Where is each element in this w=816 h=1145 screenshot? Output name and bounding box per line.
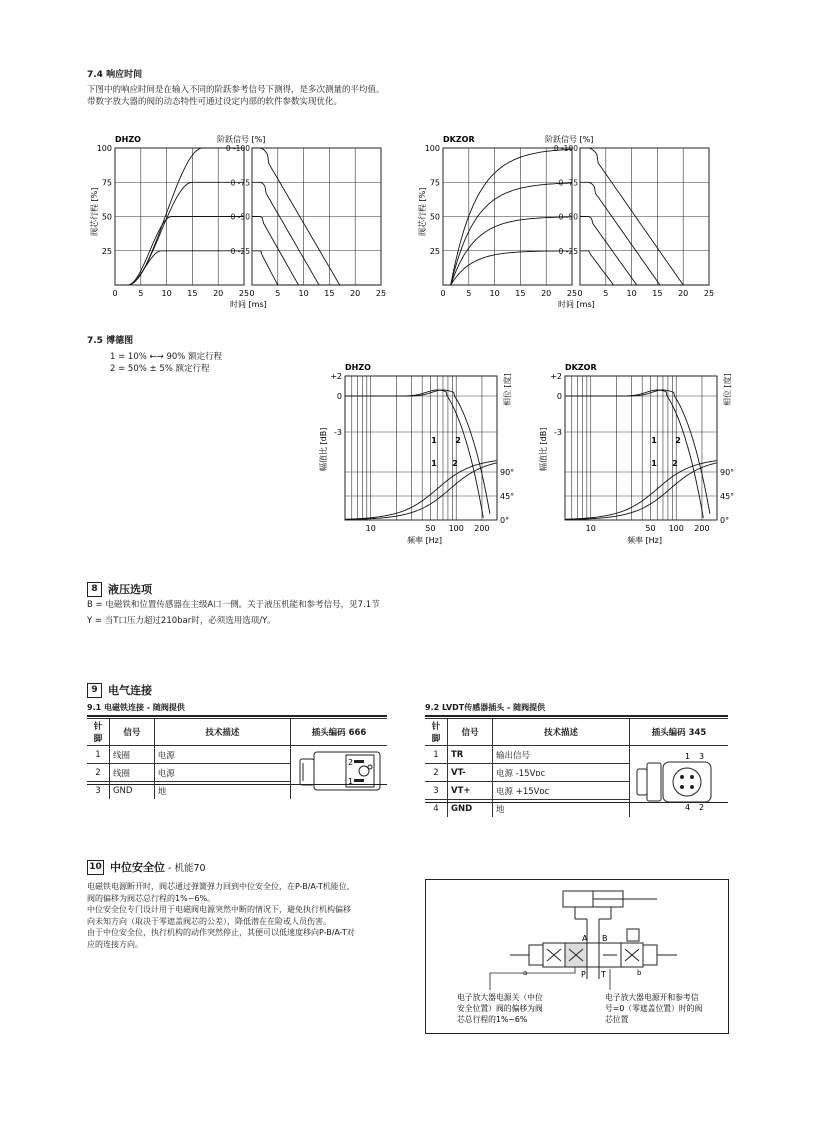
step-tag: 0 -25	[558, 246, 578, 256]
rise-curve	[443, 251, 572, 285]
pin-cell: 2	[87, 764, 109, 782]
x-tick-label: 15	[324, 289, 335, 298]
x-tick-label: 10	[365, 524, 376, 533]
step-tag: 0 -75	[230, 178, 250, 188]
x-tick-label: 10	[298, 289, 309, 298]
curve-label-1: 1	[431, 436, 437, 445]
bode-charts	[310, 356, 740, 556]
header-pin: 针脚	[87, 719, 109, 746]
response-chart-dkzor	[417, 134, 714, 308]
y-tick-label: 100	[96, 144, 112, 153]
x-tick-label: 100	[448, 524, 464, 533]
pin-cell: 3	[425, 782, 448, 800]
curve-label-2: 2	[455, 436, 461, 445]
header-connector-code: 插头编码 666	[291, 719, 388, 746]
phase-tick-label: 90°	[500, 468, 515, 477]
rise-curve	[115, 251, 244, 285]
x-tick-label: 10	[489, 289, 500, 298]
section-8-title: 液压选项	[108, 583, 152, 596]
x-tick-label: 0	[440, 289, 446, 298]
section-10-body	[87, 881, 355, 950]
magnitude-curve-1	[565, 390, 703, 518]
description-cell: 电源 +15Vᴅᴄ	[493, 782, 630, 800]
x-tick-label: 5	[466, 289, 472, 298]
port-p-label: P	[581, 970, 586, 979]
option-b-text: B = 电磁铁和位置传感器在主级A口一侧。关于液压机能和参考信号，见7.1节	[87, 600, 380, 610]
y-axis-label: 阀芯行程 [%]	[418, 187, 427, 236]
port-t-label: T	[601, 970, 606, 979]
x-tick-label: 20	[678, 289, 689, 298]
port-a-label: A	[582, 934, 588, 943]
x-tick-label: 0	[577, 289, 583, 298]
signal-cell: VT+	[448, 782, 493, 800]
section-10-title: 中位安全位	[110, 861, 165, 874]
rise-curve	[115, 182, 244, 285]
pin-cell: 1	[87, 746, 109, 764]
section-10-suffix: - 机能70	[165, 863, 206, 874]
chart-title: DKZOR	[443, 135, 475, 144]
x-tick-label: 0	[112, 289, 118, 298]
fall-curve	[580, 182, 709, 285]
section-8-heading	[87, 581, 152, 597]
phase-tick-label: 45°	[720, 492, 735, 501]
table-9-1-topline	[87, 715, 387, 717]
section-9-title: 电气连接	[108, 684, 152, 697]
table-header-row	[87, 719, 387, 746]
conn666-pin-2: 2	[348, 758, 354, 767]
phase-tick-label: 0°	[500, 516, 510, 525]
connector-345-cell	[630, 746, 729, 818]
signal-cell: 线圈	[109, 764, 154, 782]
conn345-pin-3: 3	[699, 752, 705, 761]
table-9-2-topline	[425, 715, 728, 717]
db-tick-label: +2	[330, 372, 342, 381]
table-9-1-bottomline	[87, 784, 387, 785]
plot-frame	[345, 376, 497, 520]
step-tag: 0 -50	[230, 212, 250, 222]
pin-cell: 1	[425, 746, 448, 764]
section-10-number: 10	[87, 860, 104, 875]
chart-title: DHZO	[345, 363, 371, 372]
x-tick-label: 0	[249, 289, 255, 298]
x-axis-label: 频率 [Hz]	[627, 536, 662, 545]
db-tick-label: 0	[336, 392, 342, 401]
signal-cell: GND	[448, 800, 493, 818]
response-chart-dhzo	[89, 134, 386, 308]
x-tick-label: 25	[703, 289, 715, 298]
db-tick-label: -3	[334, 428, 342, 437]
section-9-2-title: 9.2 LVDT传感器插头 - 随阀提供	[425, 703, 546, 712]
signal-cell: 线圈	[109, 746, 154, 764]
curve-label-1: 1	[651, 436, 657, 445]
header-pin: 针脚	[425, 719, 448, 746]
option-y-text: Y = 当T口压力超过210bar时，必须选用选项/Y。	[87, 616, 276, 626]
x-tick-label: 20	[350, 289, 361, 298]
solenoid-a-label: a	[523, 969, 528, 977]
y-tick-label: 50	[429, 212, 440, 222]
table-9-2-bottomline	[425, 802, 728, 803]
x-tick-label: 20	[541, 289, 552, 298]
phase-tick-label: 90°	[720, 468, 735, 477]
curve-label-1: 1	[651, 459, 657, 468]
x-tick-label: 10	[161, 289, 172, 298]
section-9-heading	[87, 682, 152, 698]
pin-cell: 3	[87, 782, 109, 800]
x-tick-label: 200	[474, 524, 490, 533]
phase-curve-2	[345, 463, 496, 520]
connector-666-cell	[291, 746, 388, 800]
x-tick-label: 15	[187, 289, 198, 298]
y-tick-label: 25	[429, 246, 440, 256]
step-tag: 0 -100	[225, 144, 250, 153]
step-tag: 0 -50	[558, 212, 578, 222]
x-tick-label: 5	[603, 289, 609, 298]
response-time-charts	[80, 128, 730, 308]
phase-tick-label: 0°	[720, 516, 730, 525]
section-10-line: 阀的偏移为阀芯总行程的1%~6%。	[87, 893, 216, 903]
header-signal: 信号	[109, 719, 154, 746]
description-cell: 电源	[154, 746, 290, 764]
curve-label-2: 2	[675, 436, 681, 445]
signal-cell: GND	[109, 782, 154, 800]
x-tick-label: 15	[515, 289, 526, 298]
bode-chart-dkzor	[538, 363, 734, 545]
section-10-line: 由于中位安全位，执行机构的动作突然停止，其便可以低速度移向P-B/A-T对	[87, 928, 355, 937]
step-tag: 0 -25	[230, 246, 250, 256]
bode-legend-2: 2 = 50% ± 5% 额定行程	[110, 364, 210, 374]
section-10-line: 向未知方向（取决于零遮盖阀芯的公差），降低潜在在险或人员伤害。	[87, 916, 331, 926]
chart-title: DHZO	[115, 135, 141, 144]
x-axis-label: 时间 [ms]	[558, 300, 595, 308]
magnitude-curve-1	[345, 390, 483, 518]
curve-label-2: 2	[452, 459, 458, 468]
section-7-4-paragraph-2: 带数字放大器的阀的动态特性可通过设定内部的软件参数实现优化。	[87, 97, 343, 107]
chart-title: DKZOR	[565, 363, 597, 372]
conn345-pin-1: 1	[685, 752, 691, 761]
section-8-number: 8	[87, 582, 102, 597]
x-tick-label: 100	[668, 524, 684, 533]
header-connector-code: 插头编码 345	[630, 719, 729, 746]
section-10-line: 应的连接方向。	[87, 939, 143, 949]
bode-legend-1: 1 = 10% ←→ 90% 额定行程	[110, 352, 223, 362]
signal-cell: TR	[448, 746, 493, 764]
conn666-pin-1: 1	[348, 777, 354, 786]
step-tag: 0 -75	[558, 178, 578, 188]
header-description: 技术描述	[493, 719, 630, 746]
db-tick-label: 0	[556, 392, 562, 401]
y-axis-label: 幅值比 [dB]	[319, 427, 328, 471]
fall-curve	[252, 182, 381, 285]
port-b-label: B	[602, 934, 608, 943]
y-axis-label: 幅值比 [dB]	[539, 427, 548, 471]
section-10-line: 电磁铁电源断开时，阀芯通过弹簧弹力回到中位安全位，在P-B/A-T机能位,	[87, 882, 350, 891]
db-tick-label: -3	[554, 428, 562, 437]
table-row	[87, 746, 387, 764]
section-10-line: 中位安全位专门设计用于电磁阀电源突然中断的情况下，避免执行机构偏移	[87, 905, 351, 914]
section-10-heading	[87, 859, 206, 875]
solenoid-b-label: b	[637, 969, 642, 977]
phase-axis-label: 相位 [度]	[723, 373, 732, 406]
pin-cell: 4	[425, 800, 448, 818]
phase-axis-label: 相位 [度]	[503, 373, 512, 406]
section-9-number: 9	[87, 683, 102, 698]
section-7-4-paragraph-1: 下图中的响应时间是在输入不同的阶跃参考信号下测得，是多次测量的平均值。	[87, 85, 385, 95]
x-axis-label: 频率 [Hz]	[407, 536, 442, 545]
x-tick-label: 25	[375, 289, 387, 298]
section-7-4-title: 7.4 响应时间	[87, 70, 143, 80]
x-tick-label: 20	[213, 289, 224, 298]
conn345-pin-2: 2	[699, 803, 705, 811]
y-axis-label: 阀芯行程 [%]	[90, 187, 99, 236]
fail-safe-diagram	[425, 879, 730, 1035]
y-tick-label: 50	[101, 212, 112, 222]
x-tick-label: 25	[238, 289, 250, 298]
header-signal: 信号	[448, 719, 493, 746]
pin-cell: 2	[425, 764, 448, 782]
section-7-5-title: 7.5 博德图	[87, 336, 134, 346]
curve-label-2: 2	[672, 459, 678, 468]
caption-power-off: 电子放大器电源关（中位 安全位置）阀的偏移为阀 芯总行程的1%~6%	[457, 993, 543, 1024]
section-9-1-title: 9.1 电磁铁连接 - 随阀提供	[87, 703, 185, 712]
y-tick-label: 75	[101, 178, 112, 188]
x-tick-label: 15	[652, 289, 663, 298]
x-tick-label: 25	[566, 289, 578, 298]
y-tick-label: 25	[101, 246, 112, 256]
conn345-pin-4: 4	[685, 803, 691, 811]
step-signal-label: 阶跃信号 [%]	[217, 135, 266, 144]
description-cell: 电源 -15Vᴅᴄ	[493, 764, 630, 782]
header-description: 技术描述	[154, 719, 290, 746]
description-cell: 输出信号	[493, 746, 630, 764]
x-tick-label: 50	[425, 524, 436, 533]
x-tick-label: 50	[645, 524, 656, 533]
description-cell: 电源	[154, 764, 290, 782]
solenoid-connection-table	[87, 718, 387, 799]
phase-tick-label: 45°	[500, 492, 515, 501]
fall-curve	[580, 251, 709, 285]
caption-power-on: 电子放大器电源开和参考信 号=0（零遮盖位置）时的阀 芯位置	[605, 993, 703, 1024]
table-header-row	[425, 719, 728, 746]
plot-frame	[565, 376, 717, 520]
connector-666-drawing	[294, 749, 384, 793]
x-tick-label: 200	[694, 524, 710, 533]
description-cell: 地	[154, 782, 290, 800]
x-axis-label: 时间 [ms]	[230, 300, 267, 308]
x-tick-label: 5	[138, 289, 144, 298]
signal-cell: VT-	[448, 764, 493, 782]
step-signal-label: 阶跃信号 [%]	[545, 135, 594, 144]
x-tick-label: 5	[275, 289, 281, 298]
x-tick-label: 10	[585, 524, 596, 533]
curve-label-1: 1	[431, 459, 437, 468]
step-tag: 0 -100	[553, 144, 578, 153]
phase-curve-2	[565, 463, 716, 520]
x-tick-label: 10	[626, 289, 637, 298]
bode-chart-dhzo	[318, 363, 514, 545]
y-tick-label: 100	[424, 144, 440, 153]
db-tick-label: +2	[550, 372, 562, 381]
table-row	[425, 746, 728, 764]
y-tick-label: 75	[429, 178, 440, 188]
description-cell: 地	[493, 800, 630, 818]
